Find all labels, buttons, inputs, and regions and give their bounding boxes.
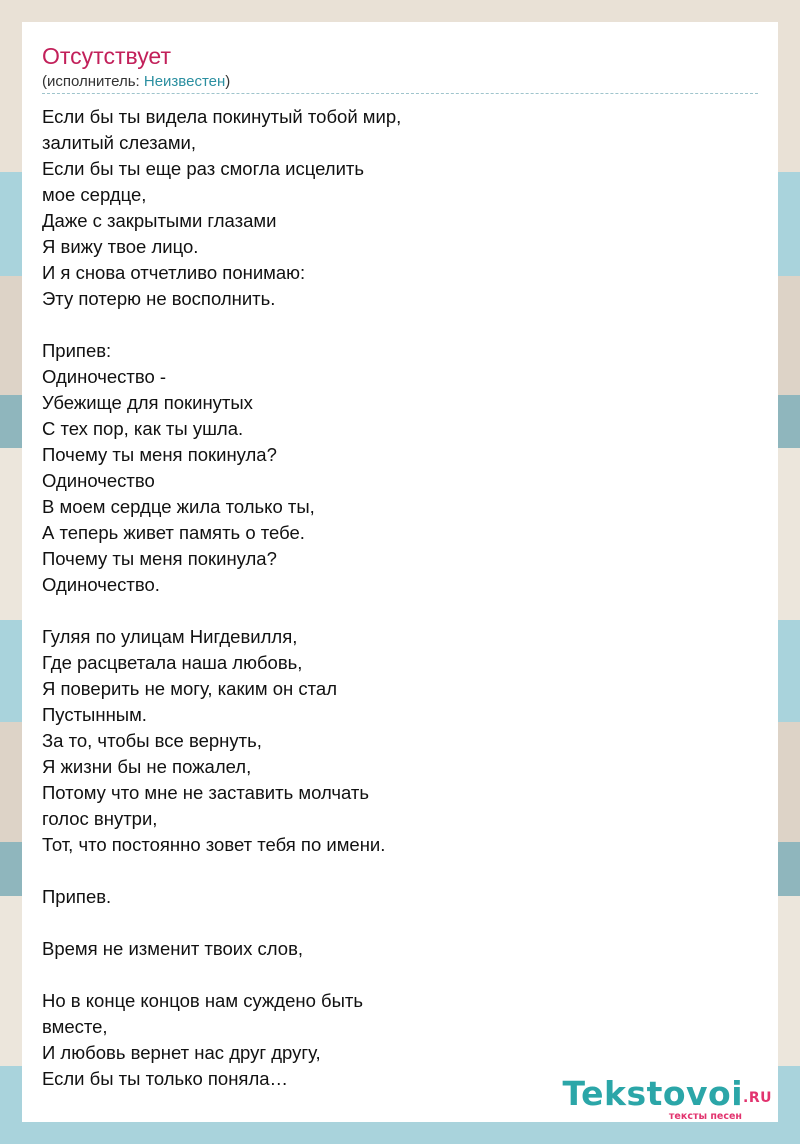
watermark-logo	[562, 1074, 772, 1115]
artist-suffix: )	[225, 73, 231, 90]
lyrics-text: Если бы ты видела покинутый тобой мир, залитый слезами, Если бы ты еще раз смогла исцелить мое сердце, Даже с закрытыми глазами Я вижу твое лицо. И я снова отчетливо понимаю: Эту потерю не восполнить. Припев: Одиночество - Убежище для покинутых С тех пор, как ты ушла. Почему ты меня покинула? Одиночество В моем сердце жила только ты, А теперь живет память о тебе. Почему ты меня покинула? Одиночество. Гуляя по улицам Нигдевилля, Где расцветала наша любовь, Я поверить не могу, каким он стал Пустынным. За то, чтобы все вернуть, Я жизни бы не пожалел, Потому что мне не заставить молчать голос внутри, Тот, что постоянно зовет тебя по имени. Припев. Время не изменит твоих слов, Но в конце концов нам суждено быть вместе, И любовь вернет нас друг другу, Если бы ты только поняла…	[42, 106, 402, 1089]
watermark-brand: Tekstovoi	[562, 1074, 744, 1113]
watermark-tld: .RU	[743, 1090, 772, 1106]
lyrics-sheet	[22, 22, 778, 1122]
site-watermark	[562, 1074, 772, 1122]
artist-line	[42, 72, 230, 92]
divider	[42, 93, 758, 94]
watermark-tagline: тексты песен	[668, 1111, 742, 1122]
artist-prefix: (исполнитель:	[42, 73, 144, 90]
song-title: Отсутствует	[42, 43, 171, 69]
artist-link[interactable]: Неизвестен	[143, 73, 226, 90]
